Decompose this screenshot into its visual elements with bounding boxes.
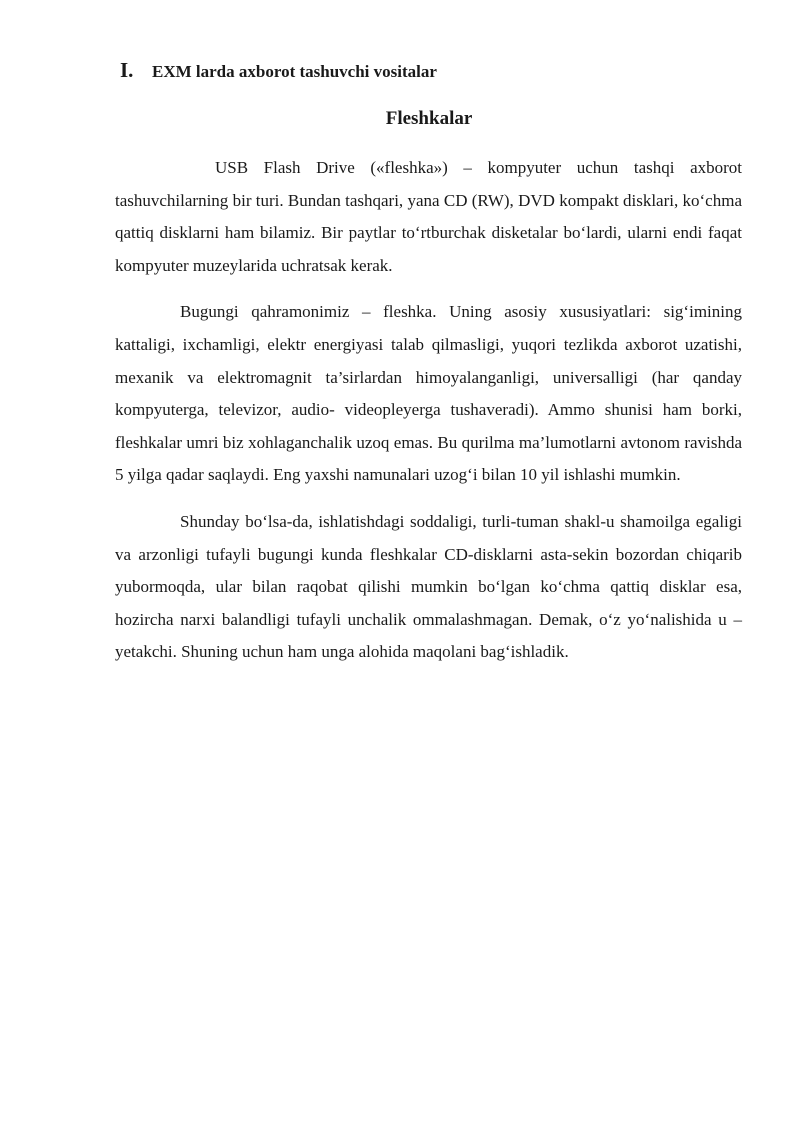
paragraph-2: Bugungi qahramonimiz – fleshka. Uning asosiy xususiyatlari: sig‘imining kattaligi, ixchamligi, elektr energiyasi talab qilmasligi, yuqori tezlikda axborot uzatishi, mexanik va elektromagnit ta’sirlardan himoyalanganligi, universalligi (har qanday kompyuterga, televizor, audio- videopleyerga tushaveradi). Ammo shunisi ham borki, fleshkalar umri biz xohlaganchalik uzoq emas. Bu qurilma ma’lumotlarni avtonom ravishda 5 yilga qadar saqlaydi. Eng yaxshi namunalari uzog‘i bilan 10 yil ishlashi mumkin. [115,302,742,485]
paragraph-3: Shunday bo‘lsa-da, ishlatishdagi soddaligi, turli-tuman shakl-u shamoilga egaligi va arzonligi tufayli bugungi kunda fleshkalar CD-disklarni asta-sekin bozordan chiqarib yubormoqda, ular bilan raqobat qilishi mumkin bo‘lgan ko‘chma qattiq disklar esa, hozircha narxi balandligi tufayli unchalik ommalashmagan. Demak, o‘z yo‘nalishida u – yetakchi. Shuning uchun ham unga alohida maqolani bag‘ishladik. [115,511,742,662]
section-heading [120,58,437,83]
document-body [115,152,742,683]
section-number: I. [120,58,134,82]
section-title: EXM larda axborot tashuvchi vositalar [152,62,437,81]
page-subtitle: Fleshkalar [385,108,473,129]
paragraph-1: USB Flash Drive («fleshka») – kompyuter uchun tashqi axborot tashuvchilarning bir turi. Bundan tashqari, yana CD (RW), DVD kompakt disklari, ko‘chma qattiq disklarni ham bilamiz. Bir paytlar to‘rtburchak disketalar bo‘lardi, ularni endi faqat kompyuter muzeylarida uchratsak kerak. [115,158,742,275]
